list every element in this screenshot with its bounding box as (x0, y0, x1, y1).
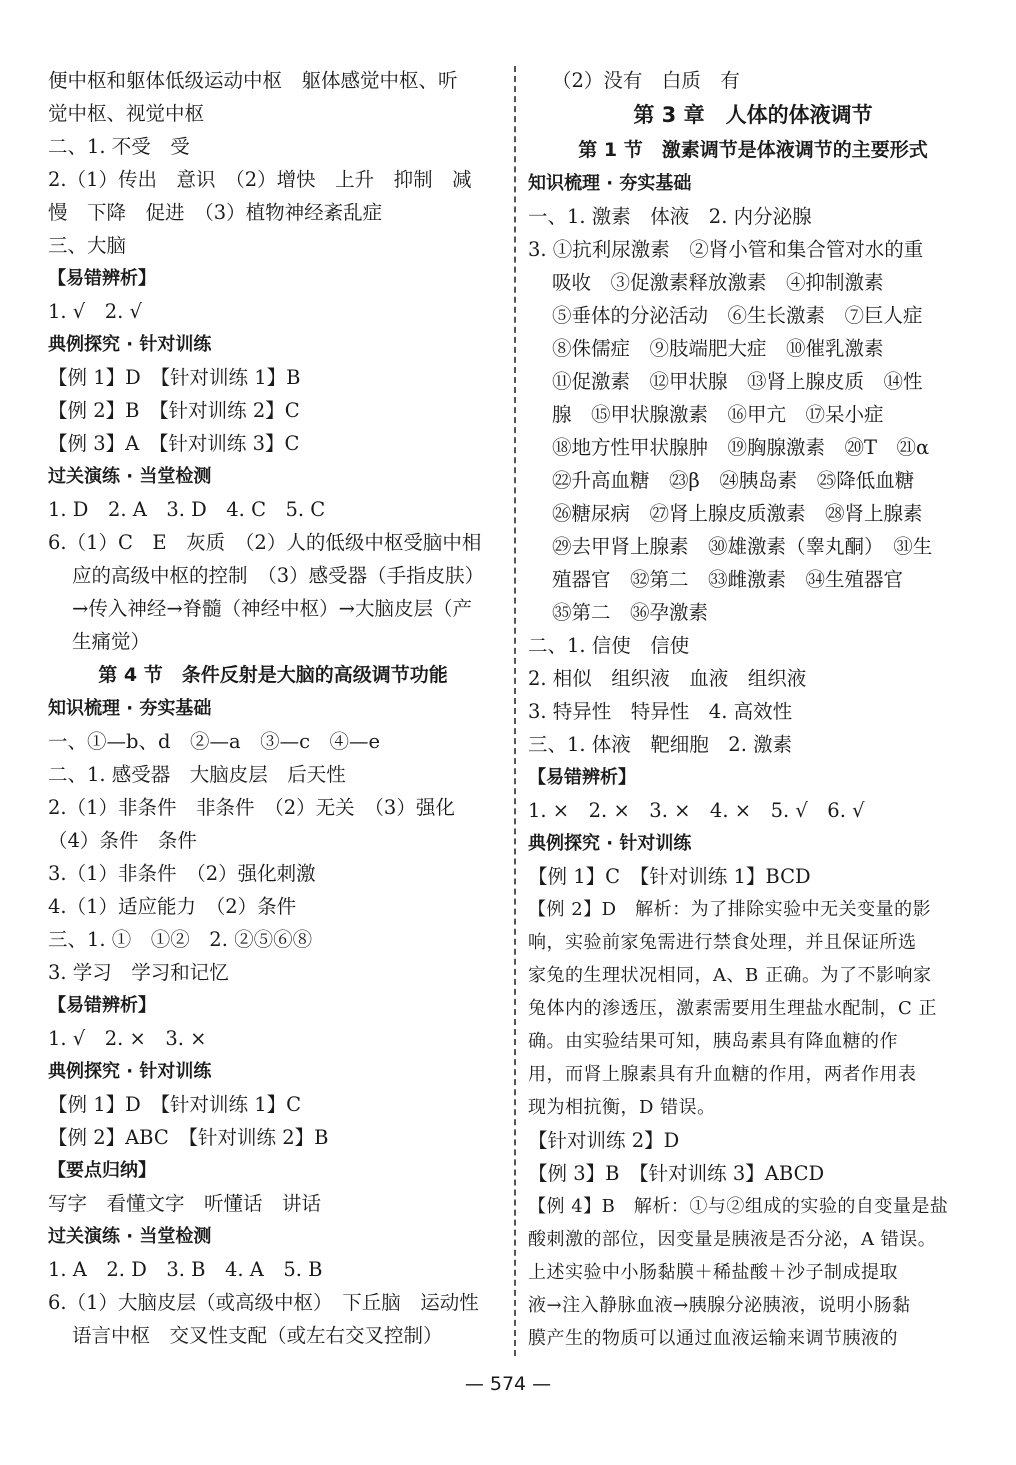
right-line: ㉙去甲肾上腺素 ㉚雄激素（睾丸酮） ㉛生 (552, 535, 933, 558)
right-line: 知识梳理 · 夯实基础 (528, 173, 692, 194)
right-line: 殖器官 ㉜第二 ㉝雌激素 ㉞生殖器官 (552, 568, 904, 591)
right-line: ㉒升高血糖 ㉓β ㉔胰岛素 ㉕降低血糖 (552, 469, 915, 492)
column-divider (514, 66, 516, 1356)
right-line: ⑱地方性甲状腺肿 ⑲胸腺激素 ⑳T ㉑α (552, 436, 930, 459)
left-line: 【例 2】B 【针对训练 2】C (48, 399, 300, 422)
right-line: 膜产生的物质可以通过血液运输来调节胰液的 (528, 1328, 898, 1349)
right-line: ⑪促激素 ⑫甲状腺 ⑬肾上腺皮质 ⑭性 (552, 370, 923, 393)
right-line: 一、1. 激素 体液 2. 内分泌腺 (528, 205, 812, 228)
right-line: 2. 相似 组织液 血液 组织液 (528, 667, 807, 690)
right-line: 二、1. 信使 信使 (528, 634, 690, 657)
right-line: 腺 ⑮甲状腺激素 ⑯甲亢 ⑰呆小症 (552, 403, 884, 426)
left-line: 过关演练 · 当堂检测 (48, 1226, 212, 1247)
right-line: 响，实验前家兔需进行禁食处理，并且保证所选 (528, 932, 917, 953)
right-line: 【针对训练 2】D (528, 1129, 680, 1152)
left-line: →传入神经→脊髓（神经中枢）→大脑皮层（产 (72, 597, 473, 620)
left-line: 【例 1】D 【针对训练 1】C (48, 1093, 302, 1116)
right-line: 【例 4】B 解析：①与②组成的实验的自变量是盐 (528, 1196, 949, 1217)
right-line: 三、1. 体液 靶细胞 2. 激素 (528, 733, 793, 756)
left-line: 二、1. 不受 受 (48, 135, 190, 158)
left-line: 【例 2】ABC 【针对训练 2】B (48, 1126, 329, 1149)
left-line: 第 4 节 条件反射是大脑的高级调节功能 (98, 664, 448, 686)
left-line: 2.（1）非条件 非条件 （2）无关 （3）强化 (48, 796, 455, 819)
left-line: 过关演练 · 当堂检测 (48, 466, 212, 487)
left-line: 1. D 2. A 3. D 4. C 5. C (48, 498, 326, 521)
left-line: 6.（1）C E 灰质 （2）人的低级中枢受脑中相 (48, 531, 482, 554)
left-line: 【易错辨析】 (48, 268, 156, 289)
left-line: 知识梳理 · 夯实基础 (48, 698, 212, 719)
left-line: （4）条件 条件 (48, 829, 197, 852)
left-line: 6.（1）大脑皮层（或高级中枢） 下丘脑 运动性 (48, 1291, 479, 1314)
left-line: 【例 3】A 【针对训练 3】C (48, 432, 300, 455)
left-line: 1. √ 2. × 3. × (48, 1027, 207, 1050)
left-line: 二、1. 感受器 大脑皮层 后天性 (48, 763, 346, 786)
right-line: 3. 特异性 特异性 4. 高效性 (528, 700, 793, 723)
left-line: 3. 学习 学习和记忆 (48, 961, 229, 984)
left-line: 3.（1）非条件 （2）强化刺激 (48, 862, 316, 885)
right-line: 用，而肾上腺素具有升血糖的作用，两者作用表 (528, 1064, 917, 1085)
right-line: 家兔的生理状况相同，A、B 正确。为了不影响家 (528, 965, 932, 986)
right-line: 3. ①抗利尿激素 ②肾小管和集合管对水的重 (528, 238, 924, 261)
right-line: 兔体内的渗透压，激素需要用生理盐水配制，C 正 (528, 998, 937, 1019)
right-line: ㉖糖尿病 ㉗肾上腺皮质激素 ㉘肾上腺素 (552, 502, 923, 525)
left-line: 1. A 2. D 3. B 4. A 5. B (48, 1258, 323, 1281)
right-line: ㉟第二 ㊱孕激素 (552, 601, 709, 624)
right-line: ⑤垂体的分泌活动 ⑥生长激素 ⑦巨人症 (552, 304, 923, 327)
page-number: — 574 — (464, 1373, 552, 1395)
right-line: 【例 2】D 解析：为了排除实验中无关变量的影 (528, 899, 932, 920)
left-line: 写字 看懂文字 听懂话 讲话 (48, 1192, 322, 1215)
left-line: 生痛觉） (72, 630, 151, 653)
right-line: 现为相抗衡，D 错误。 (528, 1097, 716, 1118)
left-line: 便中枢和躯体低级运动中枢 躯体感觉中枢、听 (48, 69, 458, 92)
right-line: 1. × 2. × 3. × 4. × 5. √ 6. √ (528, 799, 865, 822)
left-line: 慢 下降 促进 （3）植物神经紊乱症 (48, 201, 383, 224)
left-line: 三、大脑 (48, 234, 127, 257)
left-line: 【易错辨析】 (48, 995, 156, 1016)
left-column (48, 64, 498, 1352)
right-line: 典例探究 · 针对训练 (528, 833, 692, 854)
right-line: 第 3 章 人体的体液调节 (633, 103, 873, 127)
left-line: 4.（1）适应能力 （2）条件 (48, 895, 297, 918)
right-line: 酸刺激的部位，因变量是胰液是否分泌，A 错误。 (528, 1229, 937, 1250)
left-line: 一、①—b、d ②—a ③—c ④—e (48, 730, 381, 753)
left-line: 典例探究 · 针对训练 (48, 334, 212, 355)
left-line: 觉中枢、视觉中枢 (48, 102, 205, 125)
left-line: 1. √ 2. √ (48, 300, 142, 323)
right-line: 【易错辨析】 (528, 767, 636, 788)
right-line: 吸收 ③促激素释放激素 ④抑制激素 (552, 271, 884, 294)
left-line: 语言中枢 交叉性支配（或左右交叉控制） (72, 1324, 443, 1347)
left-line: 典例探究 · 针对训练 (48, 1061, 212, 1082)
left-line: 【要点归纳】 (48, 1160, 156, 1181)
left-line: 2.（1）传出 意识 （2）增快 上升 抑制 减 (48, 168, 472, 191)
right-line: ⑧侏儒症 ⑨肢端肥大症 ⑩催乳激素 (552, 337, 884, 360)
left-line: 三、1. ① ①② 2. ②⑤⑥⑧ (48, 928, 313, 951)
right-column (528, 64, 978, 1355)
right-line: 第 1 节 激素调节是体液调节的主要形式 (578, 139, 928, 161)
right-line: 液→注入静脉血液→胰腺分泌胰液，说明小肠黏 (528, 1295, 911, 1316)
right-line: 确。由实验结果可知，胰岛素具有降血糖的作 (528, 1031, 898, 1052)
right-line: （2）没有 白质 有 (552, 69, 740, 92)
right-line: 【例 1】C 【针对训练 1】BCD (528, 865, 811, 888)
right-line: 【例 3】B 【针对训练 3】ABCD (528, 1162, 825, 1185)
left-line: 【例 1】D 【针对训练 1】B (48, 366, 301, 389)
left-line: 应的高级中枢的控制 （3）感受器（手指皮肤） (72, 564, 485, 587)
right-line: 上述实验中小肠黏膜＋稀盐酸＋沙子制成提取 (528, 1262, 898, 1283)
